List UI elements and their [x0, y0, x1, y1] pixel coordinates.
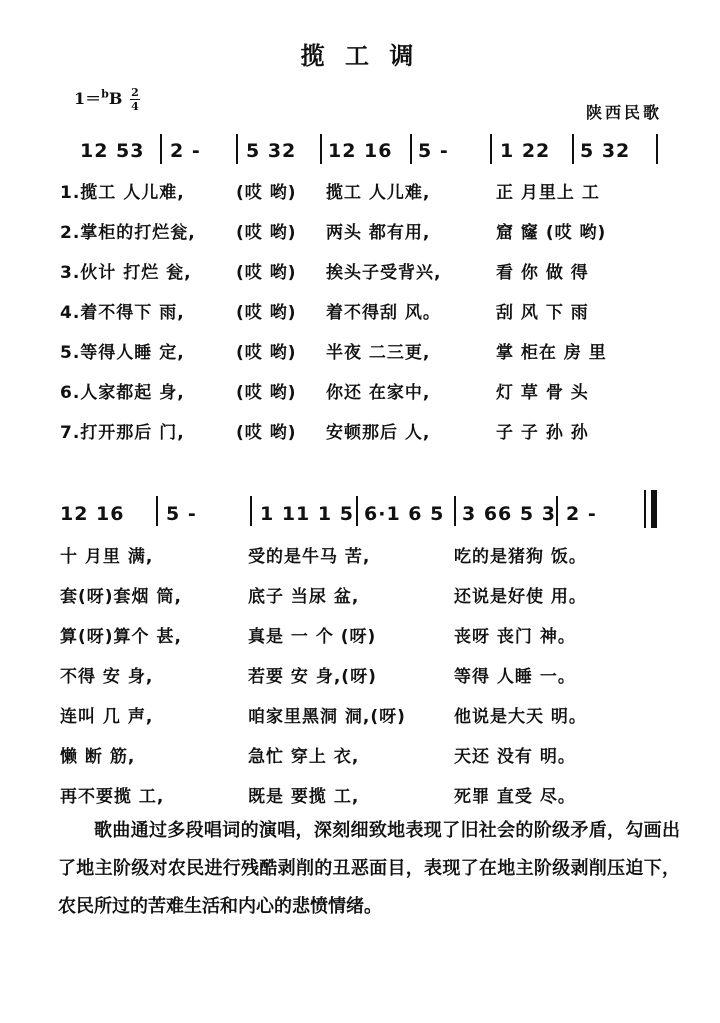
- lyric-line: 连叫 几 声,: [60, 707, 154, 727]
- lyric-line: 2.掌柜的打烂瓮,: [60, 223, 196, 243]
- measure: 5 -: [418, 140, 449, 162]
- barline: [410, 134, 412, 164]
- lyric-line: 算(呀)算个 甚,: [60, 627, 182, 647]
- measure: 2 -: [566, 503, 597, 525]
- lyric-line: 不得 安 身,: [60, 667, 154, 687]
- lyric-line: 再不要揽 工,: [60, 787, 165, 807]
- lyric-line: 5.等得人睡 定,: [60, 343, 185, 363]
- measure: 12 53: [80, 140, 145, 162]
- lyric-line: 你还 在家中,: [326, 383, 431, 403]
- lyric-line: 窟 窿 (哎 哟): [496, 223, 607, 243]
- lyric-line: 吃的是猪狗 饭。: [454, 547, 587, 567]
- barline: [454, 496, 456, 526]
- lyric-line: (哎 哟): [236, 263, 297, 283]
- lyric-line: 挨头子受背兴,: [326, 263, 442, 283]
- lyric-line: 安顿那后 人,: [326, 423, 431, 443]
- measure: 12 16: [60, 503, 125, 525]
- lyric-line: 真是 一 个 (呀): [248, 627, 377, 647]
- lyric-line: 既是 要揽 工,: [248, 787, 360, 807]
- measure: 2 -: [170, 140, 201, 162]
- lyric-line: 受的是牛马 苦,: [248, 547, 371, 567]
- song-title: 揽 工 调: [300, 42, 420, 70]
- barline: [250, 496, 252, 526]
- lyric-line: 他说是大天 明。: [454, 707, 587, 727]
- barline: [656, 134, 658, 164]
- lyric-line: 3.伙计 打烂 瓮,: [60, 263, 192, 283]
- measure: 5 32: [246, 140, 297, 162]
- lyric-line: 正 月里上 工: [496, 183, 600, 203]
- barline: [160, 134, 162, 164]
- lyric-line: 刮 风 下 雨: [496, 303, 589, 323]
- lyric-line: 半夜 二三更,: [326, 343, 431, 363]
- lyric-line: 等得 人睡 一。: [454, 667, 576, 687]
- lyric-line: 底子 当尿 盆,: [248, 587, 360, 607]
- lyric-line: 天还 没有 明。: [454, 747, 576, 767]
- measure: 5 -: [166, 503, 197, 525]
- lyric-line: 还说是好使 用。: [454, 587, 587, 607]
- time-signature: $\frac{2}{4}$: [131, 86, 139, 113]
- lyric-line: 揽工 人儿难,: [326, 183, 431, 203]
- barline: [236, 134, 238, 164]
- lyric-line: (哎 哟): [236, 303, 297, 323]
- lyric-line: 咱家里黑洞 洞,(呀): [248, 707, 406, 727]
- lyric-line: 急忙 穿上 衣,: [248, 747, 360, 767]
- lyric-line: 灯 草 骨 头: [496, 383, 589, 403]
- lyric-line: 子 子 孙 孙: [496, 423, 589, 443]
- lyric-line: 掌 柜在 房 里: [496, 343, 607, 363]
- barline: [320, 134, 322, 164]
- flat-sign: b: [101, 87, 109, 101]
- measure: 6·1 6 5: [364, 503, 445, 525]
- final-barline-thin: [644, 490, 646, 528]
- key-signature: 1＝$^b$B $\frac{2}{4}$: [74, 86, 139, 113]
- description-paragraph: 歌曲通过多段唱词的演唱，深刻细致地表现了旧社会的阶级矛盾，勾画出了地主阶级对农民进行残酷剥削的丑恶面目，表现了在地主阶级剥削压迫下，农民所过的苦难生活和内心的悲愤情绪。: [58, 820, 680, 917]
- lyric-line: 两头 都有用,: [326, 223, 431, 243]
- measure: 12 16: [328, 140, 393, 162]
- lyric-line: 着不得刮 风。: [326, 303, 441, 323]
- lyric-line: 6.人家都起 身,: [60, 383, 185, 403]
- barline: [156, 496, 158, 526]
- measure: 5 32: [580, 140, 631, 162]
- barline: [490, 134, 492, 164]
- lyric-line: 懒 断 筋,: [60, 747, 136, 767]
- lyric-line: (哎 哟): [236, 343, 297, 363]
- song-origin: 陕西民歌: [585, 103, 662, 122]
- lyric-line: 十 月里 满,: [60, 547, 154, 567]
- lyric-line: (哎 哟): [236, 383, 297, 403]
- lyric-line: 死罪 直受 尽。: [454, 787, 576, 807]
- lyric-line: 7.打开那后 门,: [60, 423, 185, 443]
- measure: 1 11 1 5: [260, 503, 354, 525]
- lyric-line: (哎 哟): [236, 183, 297, 203]
- lyric-line: 看 你 做 得: [496, 263, 589, 283]
- lyric-line: (哎 哟): [236, 223, 297, 243]
- lyric-line: 4.着不得下 雨,: [60, 303, 185, 323]
- lyric-line: (哎 哟): [236, 423, 297, 443]
- lyric-line: 1.揽工 人儿难,: [60, 183, 185, 203]
- measure: 3 66 5 3: [462, 503, 556, 525]
- barline: [556, 496, 558, 526]
- measure: 1 22: [500, 140, 551, 162]
- lyric-line: 若要 安 身,(呀): [248, 667, 377, 687]
- barline: [572, 134, 574, 164]
- lyric-line: 丧呀 丧门 神。: [454, 627, 576, 647]
- lyric-line: 套(呀)套烟 筒,: [60, 587, 182, 607]
- final-barline-thick: [651, 490, 657, 528]
- barline: [356, 496, 358, 526]
